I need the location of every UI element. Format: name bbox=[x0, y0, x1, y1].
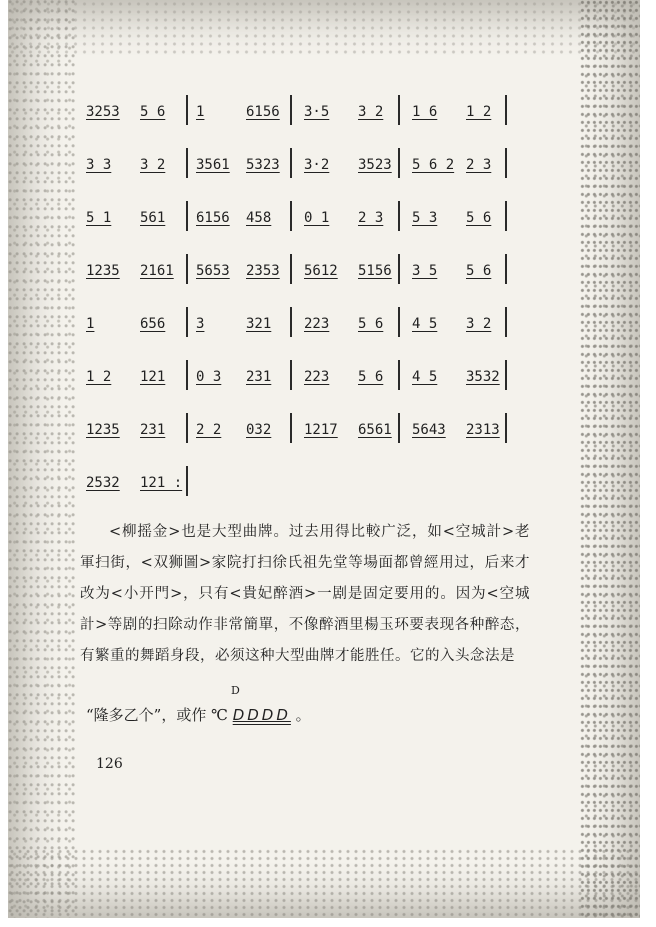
score-cell: 3 3 bbox=[86, 157, 112, 173]
score-cell: 6156 bbox=[196, 210, 230, 226]
barline bbox=[186, 413, 188, 443]
score-cell: 5612 bbox=[304, 263, 338, 279]
score-cell: 1217 bbox=[304, 422, 338, 438]
scan-noise-right bbox=[580, 0, 640, 918]
barline bbox=[186, 307, 188, 337]
score-cell: 4 5 bbox=[412, 369, 438, 385]
score-cell: 5 6 bbox=[358, 369, 384, 385]
commentary-text bbox=[80, 517, 530, 672]
page-number: 126 bbox=[96, 756, 123, 772]
score-cell: 1235 bbox=[86, 263, 120, 279]
score-cell: 2161 bbox=[140, 263, 174, 279]
score-cell: 5156 bbox=[358, 263, 392, 279]
score-cell: 3561 bbox=[196, 157, 230, 173]
score-cell: 4 5 bbox=[412, 316, 438, 332]
score-cell: 5323 bbox=[246, 157, 280, 173]
score-cell: 321 bbox=[246, 316, 272, 332]
score-cell: 5 3 bbox=[412, 210, 438, 226]
formula-notes: DDDD bbox=[232, 706, 291, 724]
barline bbox=[186, 148, 188, 178]
barline bbox=[505, 95, 507, 125]
scan-noise-bottom bbox=[8, 848, 640, 918]
barline bbox=[398, 360, 400, 390]
score-cell: 3·5 bbox=[304, 104, 330, 120]
score-cell: 3·2 bbox=[304, 157, 330, 173]
score-cell: 6561 bbox=[358, 422, 392, 438]
score-cell: 1235 bbox=[86, 422, 120, 438]
score-cell: 032 bbox=[246, 422, 272, 438]
barline bbox=[505, 201, 507, 231]
score-cell: 1 bbox=[86, 316, 95, 332]
score-cell: 5 6 bbox=[466, 263, 492, 279]
score-cell: 3 2 bbox=[140, 157, 166, 173]
score-cell: 3532 bbox=[466, 369, 500, 385]
scan-noise-top bbox=[8, 0, 640, 55]
score-cell: 2353 bbox=[246, 263, 280, 279]
barline bbox=[186, 466, 188, 496]
score-cell: 3 2 bbox=[466, 316, 492, 332]
score-cell: 656 bbox=[140, 316, 166, 332]
formula-end: 。 bbox=[295, 706, 311, 724]
barline bbox=[290, 148, 292, 178]
barline bbox=[398, 413, 400, 443]
score-cell: 3 2 bbox=[358, 104, 384, 120]
barline bbox=[505, 413, 507, 443]
score-cell: 6156 bbox=[246, 104, 280, 120]
formula-cap-letter: D bbox=[231, 684, 240, 697]
recitation-formula bbox=[86, 684, 311, 725]
barline bbox=[398, 201, 400, 231]
score-cell: 1 6 bbox=[412, 104, 438, 120]
score-cell: 2 2 bbox=[196, 422, 222, 438]
score-cell: 0 1 bbox=[304, 210, 330, 226]
scanned-page bbox=[8, 0, 640, 918]
score-cell: 1 bbox=[196, 104, 205, 120]
barline bbox=[290, 360, 292, 390]
barline bbox=[186, 254, 188, 284]
score-cell: 5 6 bbox=[140, 104, 166, 120]
score-cell: 0 3 bbox=[196, 369, 222, 385]
score-cell: 121 : bbox=[140, 475, 183, 491]
score-cell: 223 bbox=[304, 316, 330, 332]
barline bbox=[290, 254, 292, 284]
barline bbox=[290, 95, 292, 125]
score-cell: 3523 bbox=[358, 157, 392, 173]
score-cell: 5 1 bbox=[86, 210, 112, 226]
score-cell: 2 3 bbox=[466, 157, 492, 173]
barline bbox=[186, 201, 188, 231]
score-cell: 5653 bbox=[196, 263, 230, 279]
commentary-paragraph: <柳摇金>也是大型曲牌。过去用得比較广泛，如<空城計>老軍扫街，<双狮圖>家院打扫徐氏祖先堂等場面都曾經用过，后来才改为<小开門>，只有<貴妃醉酒>一剧是固定要用的。因为<空城計>等剧的扫除动作非常簡單，不像醉酒里楊玉环要表现各种醉态，有繁重的舞蹈身段，必须这种大型曲牌才能胜任。它的入头念法是 bbox=[80, 524, 530, 664]
score-cell: 231 bbox=[140, 422, 166, 438]
barline bbox=[505, 254, 507, 284]
score-cell: 561 bbox=[140, 210, 166, 226]
barline bbox=[290, 307, 292, 337]
score-cell: 1 2 bbox=[86, 369, 112, 385]
score-cell: 458 bbox=[246, 210, 272, 226]
score-cell: 5643 bbox=[412, 422, 446, 438]
score-cell: 223 bbox=[304, 369, 330, 385]
score-cell: 5 6 bbox=[358, 316, 384, 332]
score-cell: 1 2 bbox=[466, 104, 492, 120]
barline bbox=[186, 360, 188, 390]
score-cell: 121 bbox=[140, 369, 166, 385]
score-cell: 5 6 2 bbox=[412, 157, 455, 173]
barline bbox=[505, 148, 507, 178]
formula-prefix: ℃ bbox=[211, 706, 228, 724]
barline bbox=[398, 254, 400, 284]
score-cell: 3 bbox=[196, 316, 205, 332]
barline bbox=[186, 95, 188, 125]
barline bbox=[290, 201, 292, 231]
barline bbox=[398, 307, 400, 337]
barline bbox=[505, 360, 507, 390]
scan-noise-left bbox=[8, 0, 78, 918]
score-cell: 5 6 bbox=[466, 210, 492, 226]
score-cell: 231 bbox=[246, 369, 272, 385]
barline bbox=[290, 413, 292, 443]
barline bbox=[505, 307, 507, 337]
score-cell: 2532 bbox=[86, 475, 120, 491]
formula-text: “隆多乙个”，或作 bbox=[86, 706, 207, 724]
barline bbox=[398, 148, 400, 178]
score-cell: 3 5 bbox=[412, 263, 438, 279]
barline bbox=[398, 95, 400, 125]
score-cell: 3253 bbox=[86, 104, 120, 120]
score-cell: 2 3 bbox=[358, 210, 384, 226]
score-cell: 2313 bbox=[466, 422, 500, 438]
